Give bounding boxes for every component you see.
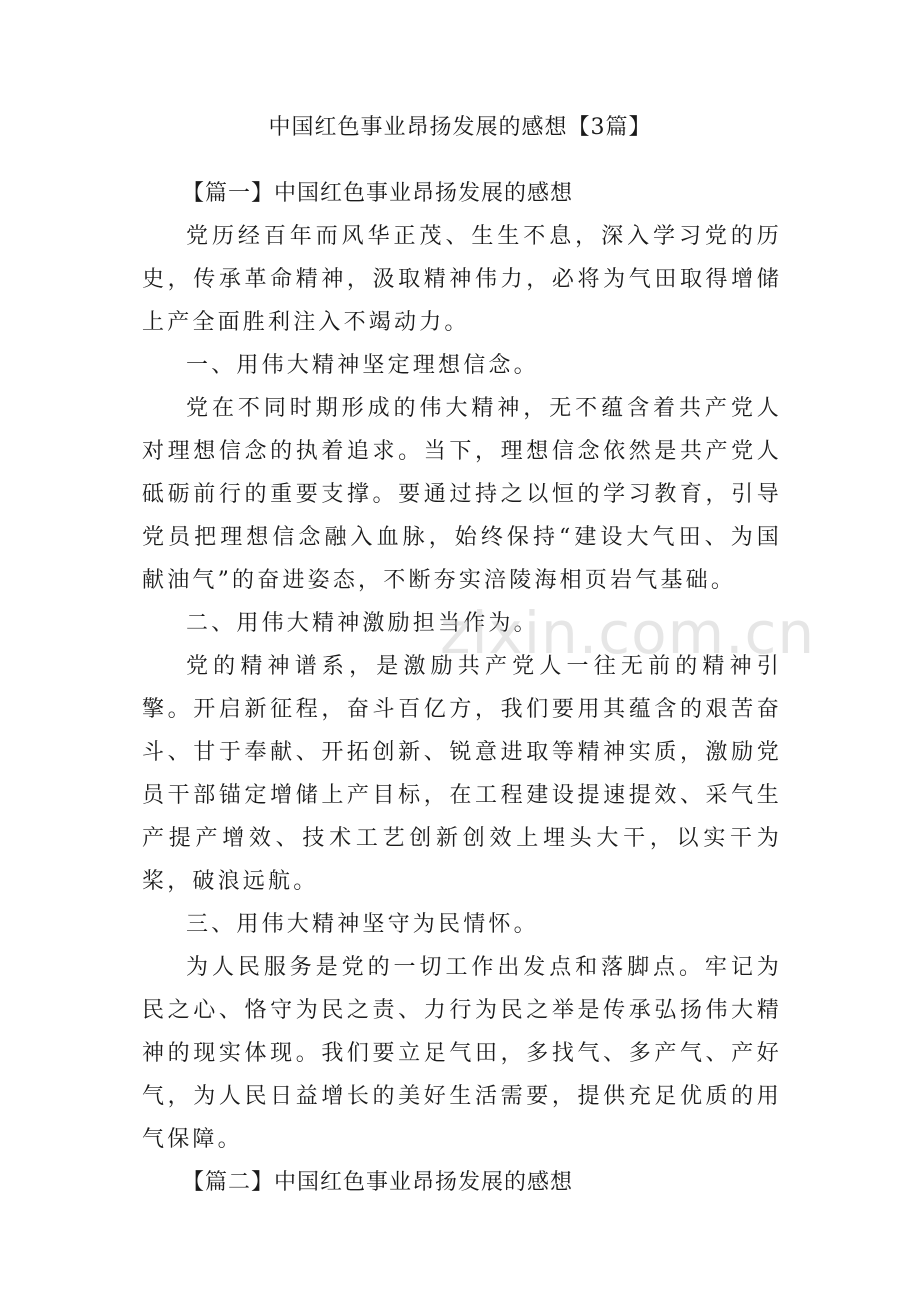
point-3-body: 为人民服务是党的一切工作出发点和落脚点。牢记为民之心、恪守为民之责、力行为民之举是传承弘扬伟大精神的现实体现。我们要立足气田，多找气、多产气、产好气，为人民日益增长的美好生活需要，提供充足优质的用气保障。 [142,955,782,1152]
point-2-title: 二、用伟大精神激励担当作为。 [186,611,539,636]
paragraph-intro: 党历经百年而风华正茂、生生不息，深入学习党的历史，传承革命精神，汲取精神伟力，必将为气田取得增储上产全面胜利注入不竭动力。 [142,224,782,335]
section-heading-1: 【篇一】中国红色事业昂扬发展的感想 [182,181,574,206]
watermark-text: zixin.com.cn [440,599,816,667]
point-3-title: 三、用伟大精神坚守为民情怀。 [186,912,539,937]
document-title: 中国红色事业昂扬发展的感想【3篇】 [268,115,652,140]
point-2-body: 党的精神谱系，是激励共产党人一往无前的精神引擎。开启新征程，奋斗百亿方，我们要用其蕴含的艰苦奋斗、甘于奉献、开拓创新、锐意进取等精神实质，激励党员干部锚定增储上产目标，在工程建设提速提效、采气生产提产增效、技术工艺创新创效上埋头大干，以实干为桨，破浪远航。 [142,654,782,894]
section-heading-2: 【篇二】中国红色事业昂扬发展的感想 [182,1170,574,1195]
point-1-title: 一、用伟大精神坚定理想信念。 [186,353,539,378]
document-body [142,172,782,1204]
point-1-body: 党在不同时期形成的伟大精神，无不蕴含着共产党人对理想信念的执着追求。当下，理想信念依然是共产党人砥砺前行的重要支撑。要通过持之以恒的学习教育，引导党员把理想信念融入血脉，始终保持“建设大气田、为国献油气”的奋进姿态，不断夯实涪陵海相页岩气基础。 [142,396,782,593]
